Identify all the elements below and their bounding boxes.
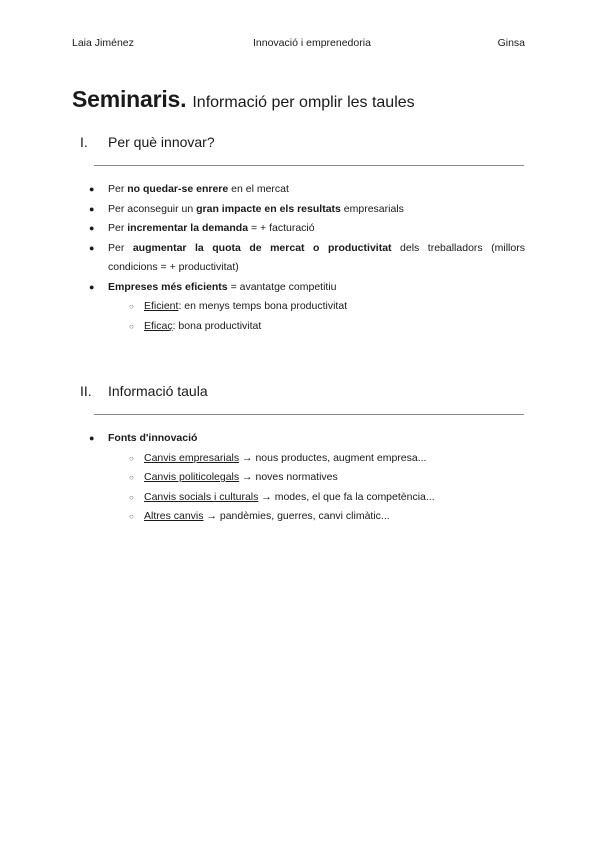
section-heading-2 xyxy=(80,383,208,399)
list-item: ● Per aconseguir un gran impacte en els resultats empresarials xyxy=(87,200,525,220)
list-item: ● Fonts d'innovació ○ Canvis empresarials → nous productes, augment empresa... ○ Canvis politicolegals → noves normatives ○ Canvis socials i culturals → modes, el que fa la competència... ○ Altres canvis → pandèmies, guerres, canvi climàtic... xyxy=(87,429,525,527)
section-divider xyxy=(94,165,524,166)
sub-list-item: ○ Eficaç: bona productivitat xyxy=(108,317,525,337)
title-main: Seminaris. xyxy=(72,86,187,112)
list-item: ● Empreses més eficients = avantatge competitiu ○ Eficient: en menys temps bona productivitat ○ Eficaç: bona productivitat xyxy=(87,278,525,337)
section-divider xyxy=(94,414,524,415)
section-heading-1 xyxy=(80,134,215,150)
header-course: Innovació i emprenedoria xyxy=(253,37,371,49)
sub-list xyxy=(108,449,525,527)
circle-bullet-icon: ○ xyxy=(129,321,134,331)
sub-list-item: ○ Canvis socials i culturals → modes, el que fa la competència... xyxy=(108,488,525,508)
sub-list-item: ○ Canvis empresarials → nous productes, augment empresa... xyxy=(108,449,525,469)
section-title: Per què innovar? xyxy=(108,134,215,150)
bullet-icon: ● xyxy=(89,281,95,292)
section-title: Informació taula xyxy=(108,383,208,399)
sub-list xyxy=(108,297,525,336)
bullet-icon: ● xyxy=(89,184,95,194)
document-title xyxy=(72,86,415,113)
bullet-icon: ● xyxy=(89,433,95,443)
header-author: Laia Jiménez xyxy=(72,37,134,49)
section-1-list xyxy=(87,180,525,336)
section-numeral: II. xyxy=(80,383,92,399)
list-item: ● Per no quedar-se enrere en el mercat xyxy=(87,180,525,200)
sub-list-item: ○ Eficient: en menys temps bona productivitat xyxy=(108,297,525,317)
bullet-icon: ● xyxy=(89,203,95,214)
bullet-icon: ● xyxy=(89,242,95,253)
bullet-icon: ● xyxy=(89,223,95,233)
list-item: ● Per incrementar la demanda = + facturació xyxy=(87,219,525,239)
circle-bullet-icon: ○ xyxy=(129,512,134,521)
list-item: ● Per augmentar la quota de mercat o productivitat dels treballadors (millors condicions = + productivitat) xyxy=(87,239,525,278)
sub-list-item: ○ Altres canvis → pandèmies, guerres, canvi climàtic... xyxy=(108,507,525,527)
section-numeral: I. xyxy=(80,134,88,150)
circle-bullet-icon: ○ xyxy=(129,302,134,311)
title-subtitle: Informació per omplir les taules xyxy=(192,94,415,111)
header-company: Ginsa xyxy=(497,37,525,49)
circle-bullet-icon: ○ xyxy=(129,453,134,463)
page-header xyxy=(72,37,525,51)
section-2-list xyxy=(87,429,525,527)
circle-bullet-icon: ○ xyxy=(129,473,134,482)
circle-bullet-icon: ○ xyxy=(129,492,134,502)
sub-list-item: ○ Canvis politicolegals → noves normatives xyxy=(108,468,525,488)
